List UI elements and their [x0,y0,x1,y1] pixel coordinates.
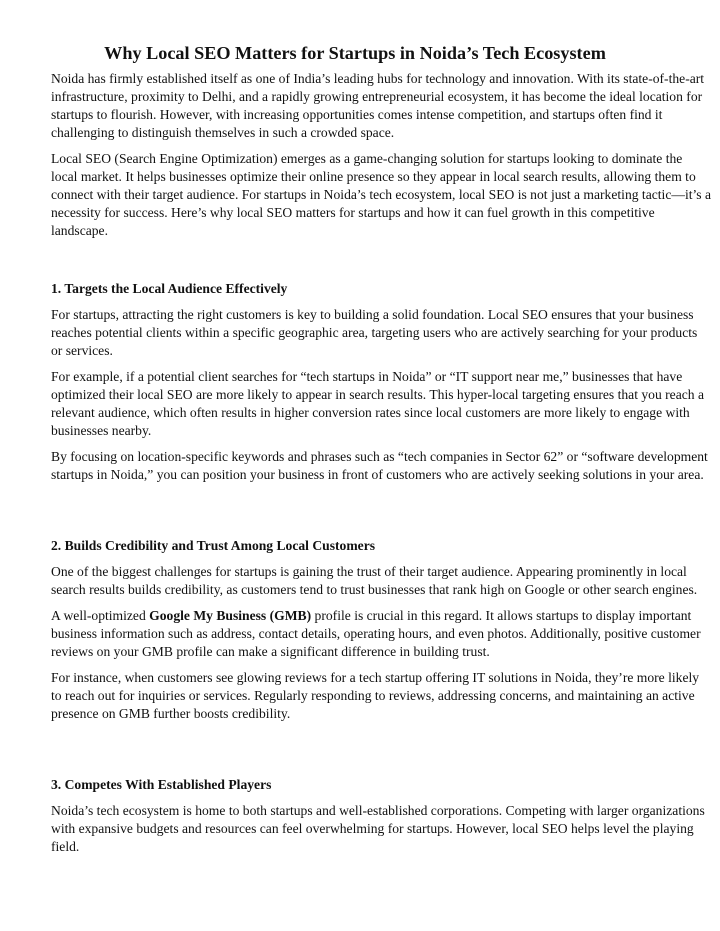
gmb-rest-text: profile is crucial in this regard. It allows startups to display important business information such as address, contact details, operating hours, and even photos. Additionally, positive customer reviews on your GMB profile can make a significant difference in building trust. [51,608,701,659]
section-1-heading: 1. Targets the Local Audience Effectively [51,281,288,296]
section-1-paragraph-1: For startups, attracting the right customers is key to building a solid foundation. Local SEO ensures that your business reaches potential clients within a specific geographic area, targeting users who are actively searching for your products or services. [51,307,698,358]
section-1-body [51,306,711,492]
section-2-paragraph-1: One of the biggest challenges for startups is gaining the trust of their target audience. Appearing prominently in local search results builds credibility, as customers tend to trust businesses that rank high on Google or other search engines. [51,564,698,597]
section-2-paragraph-3: For instance, when customers see glowing reviews for a tech startup offering IT solutions in Noida, they’re more likely to reach out for inquiries or services. Regularly responding to reviews, addressing concerns, and maintaining an active presence on GMB further boosts credibility. [51,670,700,721]
intro-section [51,70,711,248]
section-2-paragraph-2 [51,607,711,661]
section-2-heading: 2. Builds Credibility and Trust Among Local Customers [51,538,376,553]
page-title-text: Why Local SEO Matters for Startups in Noida’s Tech Ecosystem [104,43,606,63]
section-2-body [51,563,711,731]
section-3-body [51,802,711,864]
gmb-bold-term: Google My Business (GMB) [149,608,312,623]
section-3-paragraph-1: Noida’s tech ecosystem is home to both startups and well-established corporations. Competing with larger organizations with expansive budgets and resources can feel overwhelming for startups. However, local SEO helps level the playing field. [51,803,705,854]
section-1-paragraph-3: By focusing on location-specific keywords and phrases such as “tech companies in Sector 62” or “software development startups in Noida,” you can position your business in front of customers who are actively seeking solutions in your area. [51,449,708,482]
gmb-intro-text: A well-optimized [51,608,150,623]
section-1-paragraph-2: For example, if a potential client searches for “tech startups in Noida” or “IT support near me,” businesses that have optimized their local SEO are more likely to appear in search results. This hyper-local targeting ensures that you reach a relevant audience, which often results in higher conversion rates since local customers are more likely to engage with businesses nearby. [51,369,705,438]
section-3-heading: 3. Competes With Established Players [51,777,272,792]
intro-paragraph-2: Local SEO (Search Engine Optimization) emerges as a game-changing solution for startups looking to dominate the local market. It helps businesses optimize their online presence so they appear in local search results, allowing them to connect with their target audience. For startups in Noida’s tech ecosystem, local SEO is not just a marketing tactic—it’s a necessity for success. Here’s why local SEO matters for startups and how it can fuel growth in this competitive landscape. [51,151,712,238]
page-title [0,42,720,64]
intro-paragraph-1: Noida has firmly established itself as one of India’s leading hubs for technology and innovation. With its state-of-the-art infrastructure, proximity to Delhi, and a rapidly growing entrepreneurial ecosystem, it has become the ideal location for startups to flourish. However, with increasing opportunities comes intense competition, and startups often find it challenging to distinguish themselves in such a crowded space. [51,71,705,140]
